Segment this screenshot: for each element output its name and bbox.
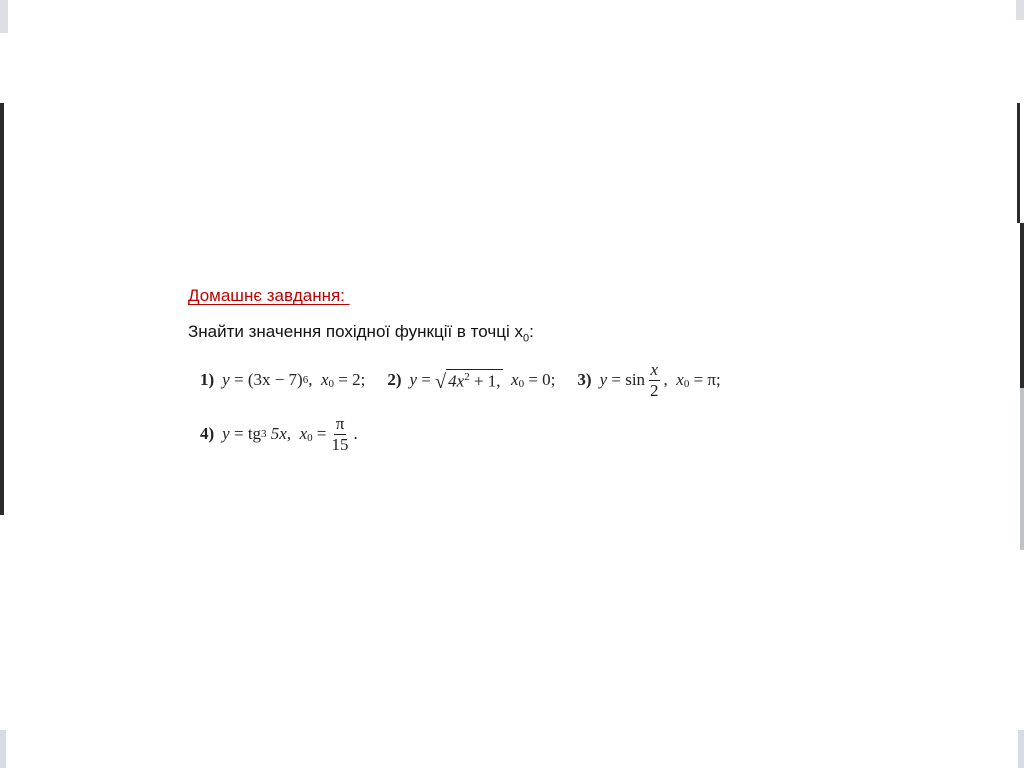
formula-1: 1) y = (3x − 7) 6 , x 0 = 2;	[200, 370, 366, 391]
formula-row	[200, 412, 828, 456]
frame-border-right	[1020, 223, 1024, 388]
window-edge	[0, 730, 6, 768]
window-edge	[1016, 0, 1024, 20]
task-text-main: Знайти значення похідної функції в точці x	[188, 322, 523, 341]
square-root: √ $4x^2 + 1$,	[435, 370, 501, 393]
task-text-sub: 0	[522, 332, 530, 345]
frame-border-right	[1020, 388, 1024, 550]
formula-row	[200, 358, 828, 402]
frame-border-left	[0, 103, 4, 515]
task-text	[188, 322, 828, 344]
frame-border-right	[1017, 103, 1020, 223]
window-edge	[1018, 730, 1024, 768]
formula-2: 2) y = √ $4x^2 + 1$, x 0 = 0;	[387, 370, 556, 393]
homework-heading: Домашнє завдання:	[188, 286, 350, 305]
fraction: $\frac{x}{2}$	[650, 360, 659, 400]
fraction: $\frac{\pi}{15}$	[331, 414, 349, 454]
slide-content	[188, 286, 828, 456]
formula-list	[200, 358, 828, 456]
formula-3: 3) y = sin $\frac{x}{2}$ , x 0 = π;	[577, 360, 721, 400]
formula-4: 4) y = tg 3 5x, x 0 = $\frac{\pi}{15}$ .	[200, 414, 358, 454]
window-edge	[0, 0, 8, 33]
task-text-end: :	[529, 322, 534, 341]
